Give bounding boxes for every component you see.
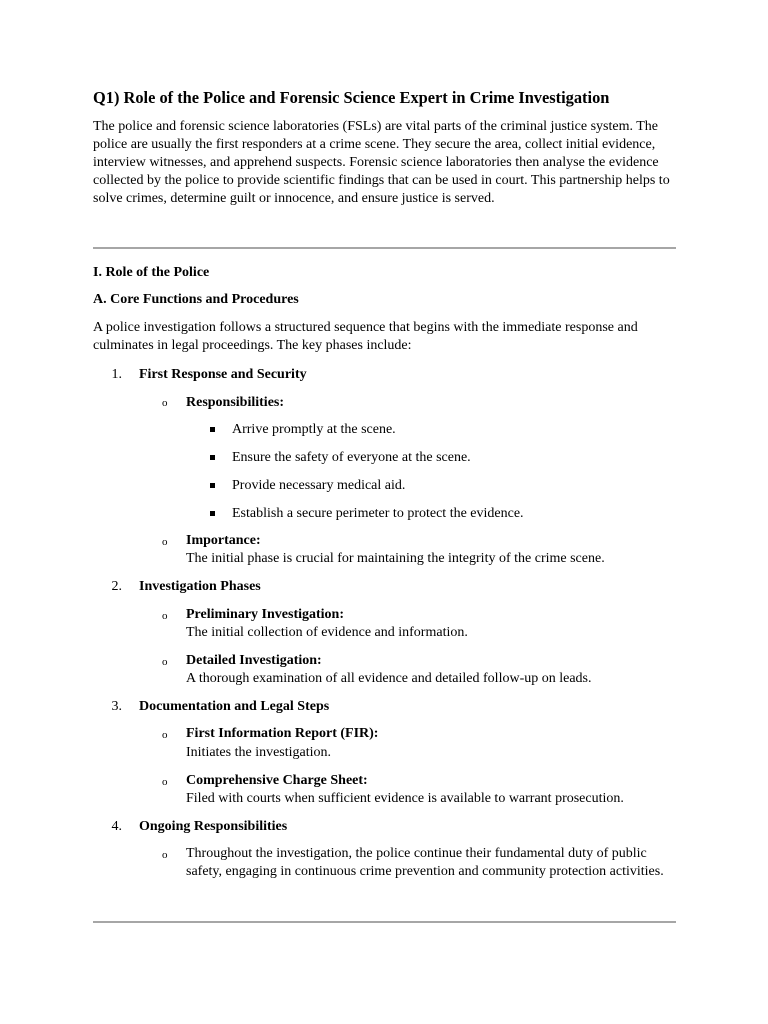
sub-item-text: The initial collection of evidence and information. [186,625,468,640]
bullet-text: Arrive promptly at the scene. [232,422,396,437]
sub-item-text: The initial phase is crucial for maintaining the integrity of the crime scene. [186,551,605,566]
square-bullet-icon [210,427,215,432]
list-item-heading: First Response and Security [139,367,307,382]
subsection-intro: A police investigation follows a structured sequence that begins with the immediate response and culminates in legal proceedings. The key phases include: [93,320,638,353]
sub-item-label: Importance: [186,533,261,548]
sub-item-label: Responsibilities: [186,395,285,410]
list-item-heading: Ongoing Responsibilities [139,819,288,834]
circle-bullet-icon: o [162,610,168,622]
sub-item-text: A thorough examination of all evidence and detailed follow-up on leads. [186,671,592,686]
bullet-text: Ensure the safety of everyone at the scene. [232,450,471,465]
bullet-text: Establish a secure perimeter to protect the evidence. [232,506,524,521]
subsection-heading: A. Core Functions and Procedures [93,292,299,307]
square-bullet-icon [210,483,215,488]
sub-item-text: Filed with courts when sufficient evidence is available to warrant prosecution. [186,791,624,806]
circle-bullet-icon: o [162,776,168,788]
square-bullet-icon [210,455,215,460]
list-item-heading: Investigation Phases [139,579,261,594]
horizontal-divider [93,921,676,923]
sub-item-label: Preliminary Investigation: [186,607,345,622]
circle-bullet-icon: o [162,397,168,409]
sub-item-text: Initiates the investigation. [186,745,332,760]
sub-item-label: First Information Report (FIR): [186,726,379,741]
circle-bullet-icon: o [162,656,168,668]
square-bullet-icon [210,511,215,516]
list-number-4: 4. [111,819,122,834]
sub-item-label: Comprehensive Charge Sheet: [186,773,368,788]
sub-item-text: Throughout the investigation, the police continue their fundamental duty of public safety, engaging in continuous crime prevention and community protection activities. [186,846,664,879]
intro-paragraph: The police and forensic science laboratories (FSLs) are vital parts of the criminal justice system. The police are usually the first responders at a crime scene. They secure the area, collect initial evidence, interview witnesses, and apprehend suspects. Forensic science laboratories then analyse the evidence collected by the police to provide scientific findings that can be used in court. This partnership helps to solve crimes, determine guilt or innocence, and ensure justice is served. [93,119,670,206]
list-number-3: 3. [111,699,122,714]
list-item-heading: Documentation and Legal Steps [139,699,330,714]
horizontal-divider [93,247,676,249]
bullet-text: Provide necessary medical aid. [232,478,406,493]
sub-item-label: Detailed Investigation: [186,653,322,668]
list-number-1: 1. [111,367,122,382]
section-heading: I. Role of the Police [93,265,210,280]
page-title: Q1) Role of the Police and Forensic Science Expert in Crime Investigation [93,88,610,107]
list-number-2: 2. [111,579,122,594]
circle-bullet-icon: o [162,536,168,548]
circle-bullet-icon: o [162,849,168,861]
circle-bullet-icon: o [162,729,168,741]
